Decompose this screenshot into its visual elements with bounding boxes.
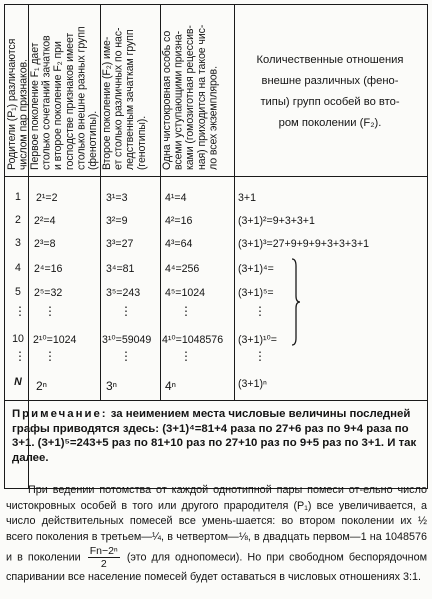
cell-phenotype-count: 2⁴=16 [34,263,63,275]
vertical-ellipsis: ⋮ [14,349,26,363]
note-text: за неимением места числовые величины последней графы приводятся здесь: (3+1)⁴=81+4 раза по 27+6 раз по 9+4 раза по 3+1. (3+1)⁵=243+5 раз по 81+10 раз по 27+10 раз по 9+5 раз по 3+1. И так далее. [12,408,417,464]
cell-recessive-count: 4⁵=1024 [165,287,206,299]
paragraph-line: При ведении потомства от каждой однотипной пары помеси от-ельно число чистокровных особей в того или другого прародителя (P₁) все увеличивается, а число действительных помесей все умень-шается: во втором поколении их ½ всего поколения в третьем—¼, [6,484,427,543]
cell-genotype-count: 3²=9 [106,215,128,227]
cell-ratio: (3+1)ⁿ [238,378,267,390]
cell-genotype-count: 3¹⁰=59049 [102,334,152,346]
note-divider [4,400,428,401]
cell-genotype-count: 3⁵=243 [106,287,141,299]
vertical-ellipsis: ⋮ [180,349,192,363]
row-number: 5 [15,286,21,298]
cell-phenotype-count: 2¹⁰=1024 [33,334,77,346]
cell-genotype-count: 3³=27 [106,238,134,250]
cell-phenotype-count: 2³=8 [34,238,56,250]
column-divider [234,4,235,400]
vertical-ellipsis: ⋮ [14,304,26,318]
header-parents: Родители (P₁) различаются числом пар признаков. [6,38,30,170]
cell-ratio: (3+1)⁵= [238,287,274,299]
vertical-ellipsis: ⋮ [254,349,266,363]
cell-genotype-count: 3ⁿ [106,379,118,393]
vertical-ellipsis: ⋮ [44,304,56,318]
body-paragraph [6,483,427,586]
vertical-ellipsis: ⋮ [120,349,132,363]
cell-recessive-count: 4¹=4 [165,192,187,204]
cell-phenotype-count: 2¹=2 [36,192,58,204]
vertical-ellipsis: ⋮ [254,304,266,318]
row-number: 3 [15,237,21,249]
cell-recessive-count: 4³=64 [165,238,193,250]
cell-ratio: (3+1)¹⁰= [238,334,277,346]
header-genotypes: Второе поколение (F₂) име- ет столько различных по нас- ледственным зачаткам групп (генотипы). [101,27,148,170]
header-first-generation: Первое поколение F₁ дает столько сочетаний зачатков и второе поколение F₂ при господстве признаков имеет столько внешне разных групп (фенотипы). [29,26,99,170]
cell-recessive-count: 4ⁿ [165,379,177,393]
cell-ratio: 3+1 [238,192,256,204]
header-phenotype-ratios: Количественные отношения внешне различных (фено- типы) групп особей во вто- ром поколении (F₂). [256,54,404,129]
fraction [88,545,120,570]
cell-recessive-count: 4¹⁰=1048576 [162,334,224,346]
cell-phenotype-count: 2²=4 [34,215,56,227]
cell-recessive-count: 4²=16 [165,215,193,227]
cell-ratio: (3+1)²=9+3+3+1 [238,215,315,227]
note-lead: Примечание: [12,408,108,420]
cell-genotype-count: 3¹=3 [106,192,128,204]
row-number: 4 [15,262,21,274]
cell-ratio: (3+1)³=27+9+9+9+3+3+3+1 [238,238,370,250]
row-number: 10 [12,333,24,345]
vertical-ellipsis: ⋮ [120,304,132,318]
row-number: 1 [15,191,21,203]
row-number: 2 [15,214,21,226]
cell-phenotype-count: 2⁵=32 [34,287,63,299]
cell-phenotype-count: 2ⁿ [36,379,48,393]
fraction-numerator: Fn−2ⁿ [89,545,118,558]
curly-brace-icon [291,258,301,346]
fraction-denominator: 2 [100,558,107,571]
table-note [12,407,422,465]
row-number: N [14,376,22,388]
paragraph-line: в четвертом—⅛, в двадцать первом—1 на 1048576 и в поколении [6,530,428,564]
header-divider [4,176,428,177]
cell-ratio: (3+1)⁴= [238,263,274,275]
cell-genotype-count: 3⁴=81 [106,263,135,275]
vertical-ellipsis: ⋮ [180,304,192,318]
header-recessive: Одна чистокровная особь со всеми уступающими призна- ками (гомозиготная рецессив- ная) приходится на такое чис- ло всех экземпляров. [161,24,220,170]
paragraph-line: (это для однопомеси). Но при свободном беспорядочном спаривании все население помесей будет оставаться в числовых отношениях 3:1. [6,551,428,584]
cell-recessive-count: 4⁴=256 [165,263,200,275]
vertical-ellipsis: ⋮ [44,349,56,363]
